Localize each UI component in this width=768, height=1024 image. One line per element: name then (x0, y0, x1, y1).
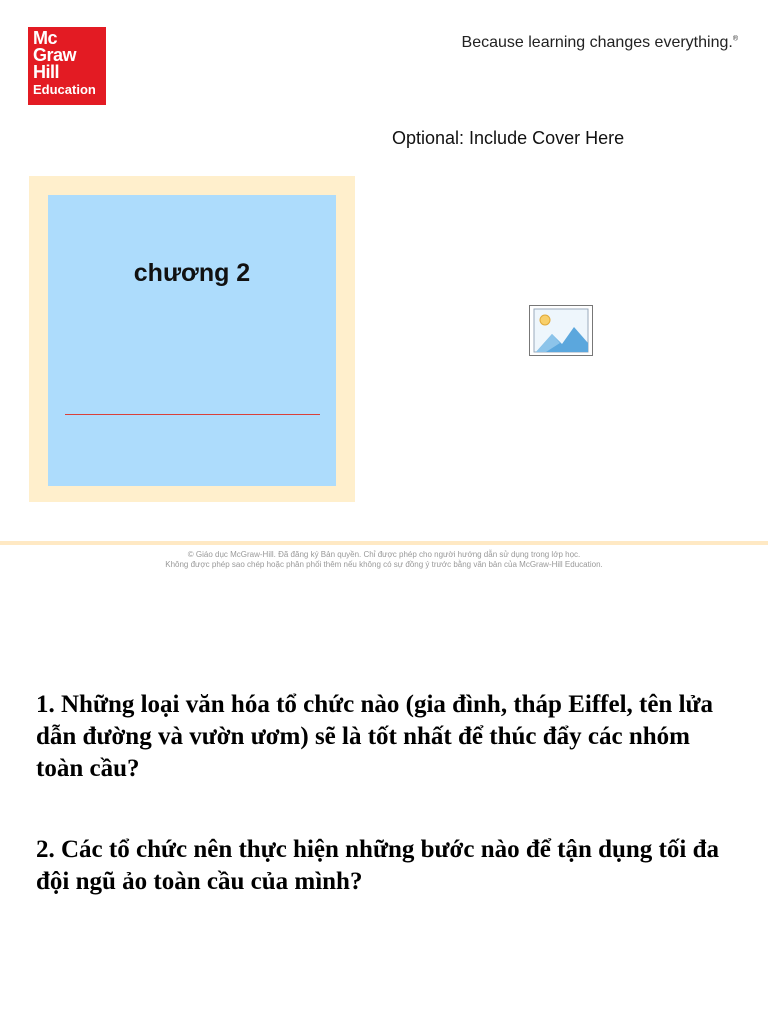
image-placeholder-icon (529, 305, 593, 356)
question-2: 2. Các tổ chức nên thực hiện những bước nào để tận dụng tối đa đội ngũ ảo toàn cầu của mình? (36, 836, 719, 895)
mcgraw-hill-logo (28, 27, 106, 105)
copyright-notice (0, 550, 768, 570)
question-1: 1. Những loại văn hóa tổ chức nào (gia đình, tháp Eiffel, tên lửa dẫn đường và vườn ươm) sẽ là tốt nhất để thúc đẩy các nhóm toàn cầu? (36, 691, 714, 782)
cover-panel (48, 195, 336, 486)
tagline (462, 34, 738, 52)
logo-line-4: Education (33, 82, 96, 97)
logo-line-2: Graw (33, 45, 77, 65)
copyright-line-2: Không được phép sao chép hoặc phân phối thêm nếu không có sự đồng ý trước bằng văn bản của McGraw-Hill Education. (165, 560, 603, 569)
copyright-line-1: © Giáo dục McGraw-Hill. Đã đăng ký Bản quyền. Chỉ được phép cho người hướng dẫn sử dụng trong lớp học. (187, 550, 581, 559)
tagline-text: Because learning changes everything. (461, 34, 733, 51)
page-divider (0, 541, 768, 545)
registered-mark: ® (732, 35, 738, 43)
chapter-title: chương 2 (133, 259, 251, 287)
logo-line-3: Hill (33, 62, 60, 82)
optional-cover-label: Optional: Include Cover Here (392, 128, 625, 148)
logo-line-1: Mc (33, 28, 58, 48)
cover-frame (29, 176, 355, 502)
cover-divider-line (65, 414, 320, 415)
